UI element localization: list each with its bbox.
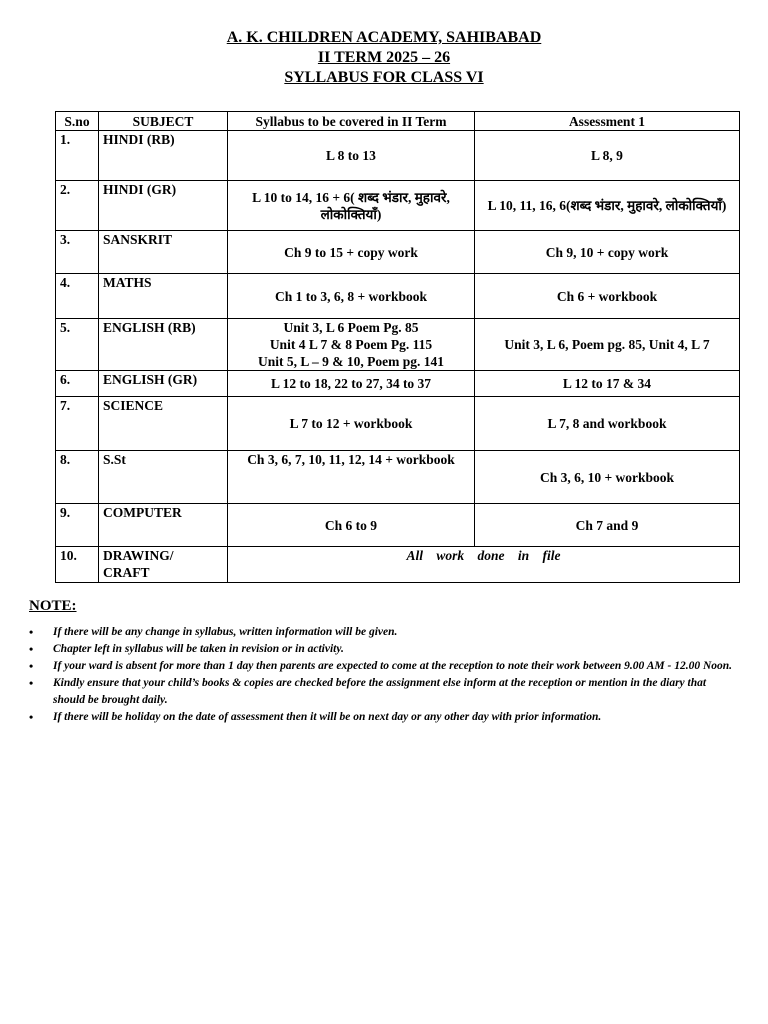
col-header-syllabus: Syllabus to be covered in II Term [228,112,475,131]
row-syllabus: Ch 3, 6, 7, 10, 11, 12, 14 + workbook [228,451,475,504]
row-subject: ENGLISH (GR) [99,371,228,397]
syllabus-line: Unit 3, L 6 Poem Pg. 85 [283,320,419,335]
note-text: Kindly ensure that your child’s books & copies are checked before the assignment else inform at the reception or mention in the diary that should be brought daily. [53,677,707,706]
row-syllabus: L 10 to 14, 16 + 6( शब्द भंडार, मुहावरे, लोकोक्तियाँ) [228,181,475,231]
school-name: A. K. CHILDREN ACADEMY, SAHIBABAD [226,29,542,46]
row-sno: 10. [56,547,99,583]
table-row [56,371,740,397]
row-sno: 2. [56,181,99,231]
note-text: If your ward is absent for more than 1 day then parents are expected to come at the reception to note their work between 9.00 AM - 12.00 Noon. [53,660,733,672]
row-subject: ENGLISH (RB) [99,319,228,371]
table-row [56,451,740,504]
note-title: NOTE: [29,598,77,614]
syllabus-table [55,111,740,583]
table-header-row [56,112,740,131]
table-row [56,504,740,547]
row-syllabus: L 7 to 12 + workbook [228,397,475,451]
row-syllabus: L 8 to 13 [228,131,475,181]
table-row [56,231,740,274]
row-syllabus: L 12 to 18, 22 to 27, 34 to 37 [228,371,475,397]
table-row [56,274,740,319]
note-text: If there will be holiday on the date of assessment then it will be on next day or any other day with prior information. [53,711,602,723]
term-title: II TERM 2025 – 26 [317,49,451,66]
row-assessment: L 8, 9 [475,131,740,181]
row-sno: 6. [56,371,99,397]
row-sno: 4. [56,274,99,319]
bullet-icon: • [29,676,34,690]
row-assessment: L 12 to 17 & 34 [475,371,740,397]
bullet-icon: • [29,659,34,673]
col-header-assessment: Assessment 1 [475,112,740,131]
list-item [29,709,739,726]
table-row [56,131,740,181]
bullet-icon: • [29,710,34,724]
row-assessment: L 7, 8 and workbook [475,397,740,451]
table-row [56,181,740,231]
row-sno: 8. [56,451,99,504]
row-subject: HINDI (GR) [99,181,228,231]
row-subject: SANSKRIT [99,231,228,274]
row-subject: HINDI (RB) [99,131,228,181]
row-syllabus: Ch 1 to 3, 6, 8 + workbook [228,274,475,319]
row-sno: 7. [56,397,99,451]
table-row [56,319,740,371]
row-sno: 1. [56,131,99,181]
syllabus-line: Unit 4 L 7 & 8 Poem Pg. 115 [269,337,433,352]
row-assessment: Ch 9, 10 + copy work [475,231,740,274]
table-row [56,397,740,451]
list-item [29,658,739,675]
note-text: If there will be any change in syllabus, written information will be given. [53,626,398,638]
row-subject: MATHS [99,274,228,319]
list-item [29,624,739,641]
notes-list [29,624,739,726]
col-header-sno: S.no [56,112,99,131]
note-text: Chapter left in syllabus will be taken in revision or in activity. [53,643,344,655]
syllabus-line: Unit 5, L – 9 & 10, Poem pg. 141 [257,354,444,369]
syllabus-title: SYLLABUS FOR CLASS VI [284,69,484,86]
row-syllabus [228,319,475,371]
row-subject: COMPUTER [99,504,228,547]
row-assessment: L 10, 11, 16, 6(शब्द भंडार, मुहावरे, लोकोक्तियाँ) [475,181,740,231]
list-item [29,641,739,658]
list-item [29,675,739,709]
bullet-icon: • [29,625,34,639]
row-merged-note: All work done in file [228,547,740,583]
row-sno: 3. [56,231,99,274]
document-header [0,28,768,88]
row-syllabus: Ch 6 to 9 [228,504,475,547]
row-assessment: Ch 7 and 9 [475,504,740,547]
row-assessment: Ch 6 + workbook [475,274,740,319]
row-subject: DRAWING/ CRAFT [99,547,228,583]
row-syllabus: Ch 9 to 15 + copy work [228,231,475,274]
row-assessment: Unit 3, L 6, Poem pg. 85, Unit 4, L 7 [475,319,740,371]
row-sno: 5. [56,319,99,371]
row-sno: 9. [56,504,99,547]
row-subject: S.St [99,451,228,504]
row-assessment: Ch 3, 6, 10 + workbook [475,451,740,504]
col-header-subject: SUBJECT [99,112,228,131]
table-row [56,547,740,583]
bullet-icon: • [29,642,34,656]
row-subject: SCIENCE [99,397,228,451]
